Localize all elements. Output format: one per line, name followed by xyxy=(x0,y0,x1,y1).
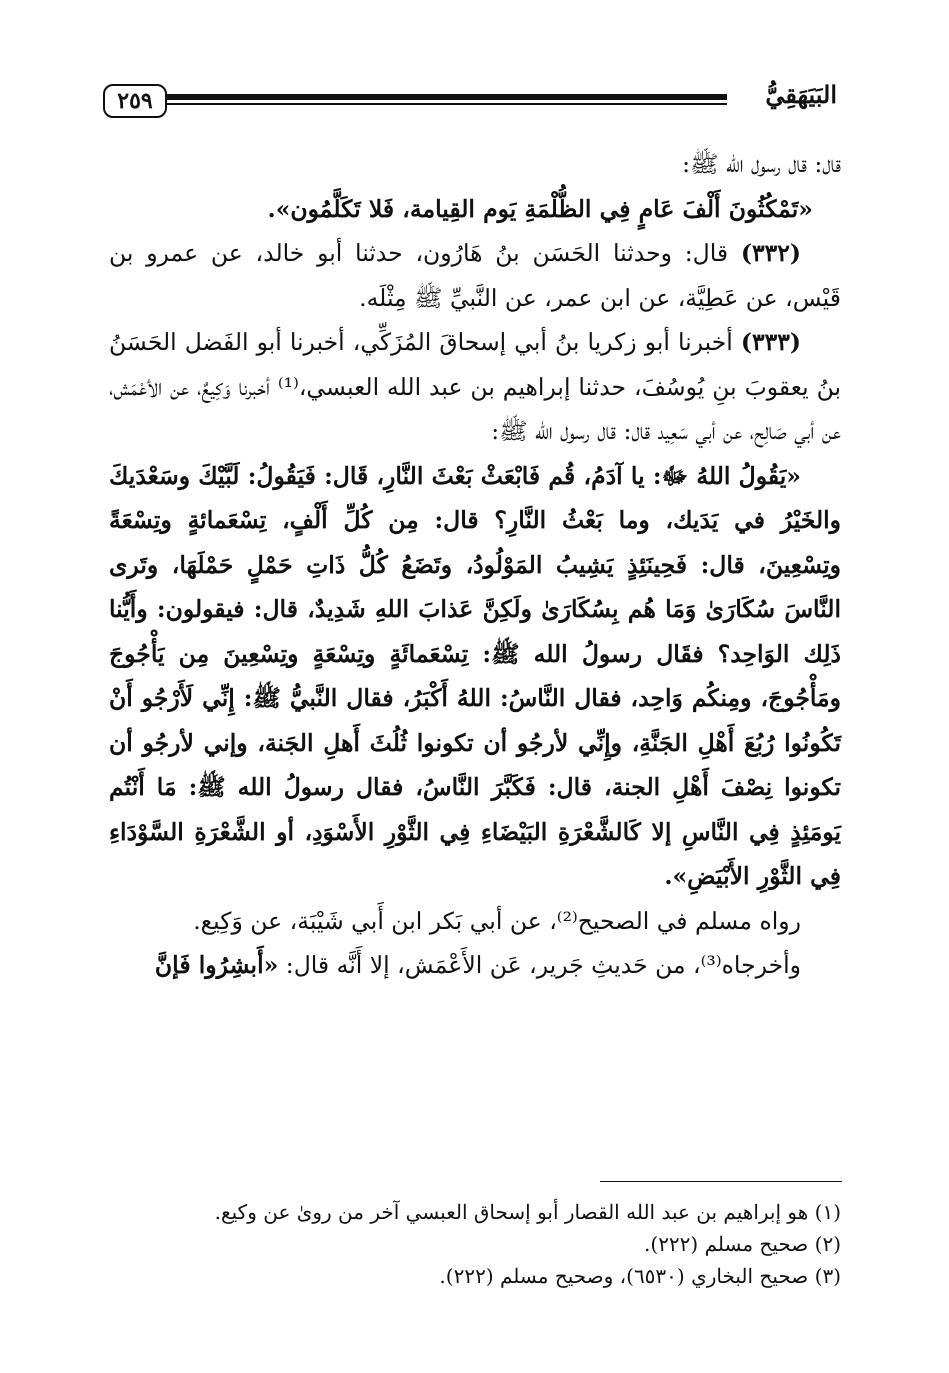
footnote-2: (٢) صحيح مسلم (٢٢٢). xyxy=(644,1232,841,1256)
header-rule xyxy=(167,94,727,108)
hadith-number-332: (٣٣٢) xyxy=(740,239,801,267)
footnote-3: (٣) صحيح البخاري (٦٥٣٠)، وصحيح مسلم (٢٢٢). xyxy=(439,1264,841,1288)
book-title: البَيَهَقِيُّ xyxy=(765,80,837,109)
footnote-separator xyxy=(600,1181,842,1182)
main-text xyxy=(109,142,841,988)
riwaya-bukhari-muslim xyxy=(109,943,841,988)
riwaya-muslim: رواه مسلم في الصحيح⁽²⁾، عن أبي بَكر ابن أَبي شَيْبَة، عن وَكِيع. xyxy=(193,906,801,935)
header-rule-thick xyxy=(167,94,727,100)
footnotes xyxy=(109,1196,841,1292)
footnote-1: (١) هو إبراهيم بن عبد الله القصار أبو إسحاق العبسي آخر من روىٰ عن وكيع. xyxy=(214,1200,841,1224)
hadith-text-333: «يَقُولُ اللهُ ﷻ: يا آدَمُ، قُم فَابْعَثْ بَعْثَ النَّارِ، قَال: فَيَقُولُ: لَبَّيْكَ وسَعْدَيكَ والخَيْرُ في يَدَيك، وما بَعْثُ النَّارِ؟ قال: مِن كُلِّ أَلْفٍ، تِسْعَمائةٍ وتِسْعَةً وتِسْعِينَ، قال: فَحِينَئِذٍ يَشِيبُ المَوْلُودُ، وتَضَعُ كُلُّ ذَاتِ حَمْلٍ حَمْلَهَا، وتَرى النَّاسَ سُكَارَىٰ وَمَا هُم بِسُكَارَىٰ ولَكِنَّ عَذابَ اللهِ شَدِيدٌ، قال: فيقولون: وأَيُّنا ذَلِك الوَاحِد؟ فقَال رسولُ الله ﷺ: تِسْعَمائَةٍ وتِسْعَةٍ وتِسْعِينَ مِن يَأْجُوجَ ومَأْجُوجَ، ومِنكُم وَاحِد، فقال النَّاسُ: اللهُ أَكْبَرُ، فقال النَّبيُّ ﷺ: إِنِّي لَأَرْجُو أَنْ تَكُونُوا رُبُعَ أَهْلِ الجَنَّةِ، وإِنِّي لأرجُو أن تكونوا ثُلُثَ أَهلِ الجَنة، وإني لأرجُو أن تكونوا نِصْفَ أَهْلِ الجنة، قال: فَكَبَّرَ النَّاسُ، فقال رسولُ الله ﷺ: مَا أَنْتُم يَومَئِذٍ فِي النَّاسِ إلا كَالشَّعْرَةِ البَيْضَاءِ فِي الثَّوْرِ الأَسْوَدِ، أو الشَّعْرَةِ السَّوْدَاءِ فِي الثَّوْرِ الأَبْيَضِ». xyxy=(109,461,841,890)
header-rule-thin xyxy=(167,103,727,105)
paragraph-332 xyxy=(109,231,841,320)
paragraph-332-text: قال: وحدثنا الحَسَن بنُ هَارُون، حدثنا أبو خالد، عن عمرو بن قَيْس، عن عَطِيَّة، عن ابن عمر، عن النَّبيِّ ﷺ مِثْلَه. xyxy=(109,239,841,312)
hadith-text-331: «تَمْكُثُونَ أَلْفَ عَامٍ فِي الظُّلْمَةِ يَوم القِيامة، فَلا تَكَلَّمُون». xyxy=(267,194,813,223)
paragraph-333-text: أخبرنا أبو زكريا بنُ أبي إسحاقَ المُزَكِّي، أخبرنا أبو الفَضل الحَسَنُ بنُ يعقوبَ بنِ يُوسُفَ، حدثنا إبراهيم بن عبد الله العبسي،⁽¹⁾ أخبرنا وَكِيعٌ، عن الأعْمَش، عن أبي صَالِح، عن أبي سَعِيد قال: قال رسول الله ﷺ: xyxy=(109,328,841,445)
page-number: ٢٥٩ xyxy=(103,84,167,118)
riwaya-quote: «أَبشِرُوا فَإنَّ xyxy=(154,951,279,979)
page-header xyxy=(103,78,837,124)
riwaya-text: وأخرجاه⁽³⁾، من حَديثِ جَرير، عَن الأَعْمَش، إلا أَنَّه قال: xyxy=(278,951,801,979)
intro-line: قال: قال رسول الله ﷺ: xyxy=(682,150,841,178)
hadith-number-333: (٣٣٣) xyxy=(740,328,801,356)
paragraph-333 xyxy=(109,320,841,454)
